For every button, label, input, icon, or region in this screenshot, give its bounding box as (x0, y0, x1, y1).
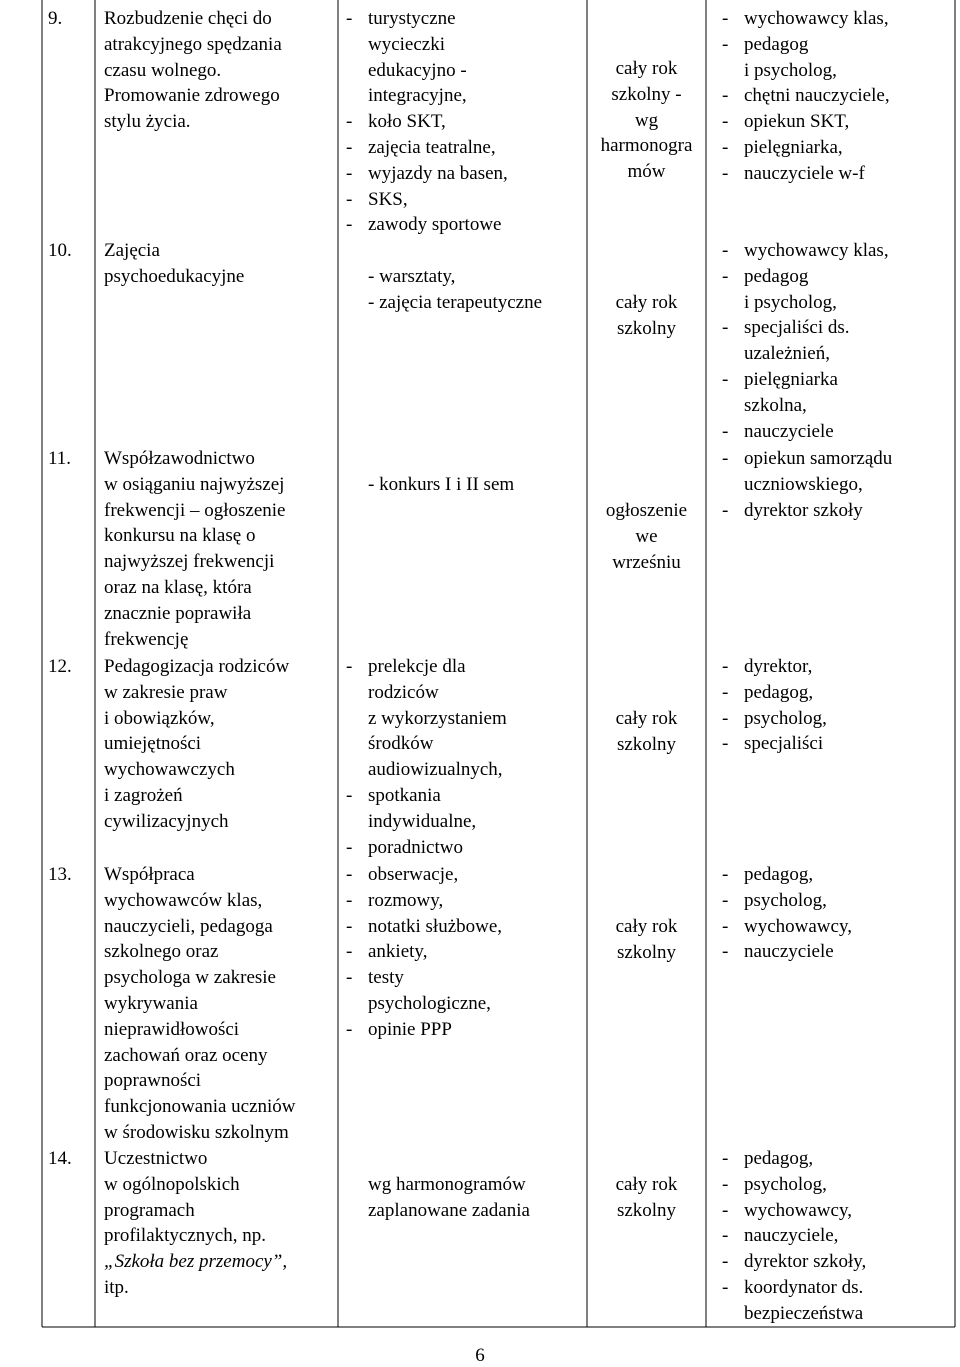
item-text: opiekun SKT, (744, 111, 850, 133)
task-line: cywilizacyjnych (104, 810, 229, 832)
responsible-item (722, 135, 955, 161)
method-item (346, 472, 584, 498)
task-cell (104, 238, 336, 290)
term-cell (588, 290, 705, 342)
method-item (346, 965, 584, 991)
task-line: Współpraca (104, 864, 195, 885)
bullet-dash: - (722, 162, 729, 184)
bullet-dash: - (722, 1173, 729, 1195)
method-item (346, 32, 584, 58)
item-text: specjaliści ds. (744, 317, 850, 339)
item-text: i psycholog, (744, 291, 837, 313)
bullet-dash: - (722, 136, 729, 158)
responsible-item (722, 939, 955, 965)
responsible-item (722, 6, 955, 32)
responsible-item (722, 290, 955, 316)
item-text: rodziców (368, 681, 439, 703)
task-line: nieprawidłowości (104, 1018, 240, 1040)
method-item (346, 680, 584, 706)
method-item (346, 1017, 584, 1043)
task-line: czasu wolnego. (104, 59, 222, 81)
method-item (346, 888, 584, 914)
item-text: prelekcje dla (368, 656, 466, 677)
responsible-item (722, 58, 955, 84)
item-text: koordynator ds. (744, 1276, 864, 1298)
method-item (346, 1172, 584, 1198)
task-line: zachowań oraz oceny (104, 1044, 268, 1066)
item-text: i psycholog, (744, 59, 837, 81)
item-text: edukacyjno - (368, 59, 467, 81)
task-line: poprawności (104, 1070, 202, 1092)
item-text: opiekun samorządu (744, 448, 893, 469)
methods-cell (346, 654, 584, 860)
bullet-dash: - (722, 1199, 729, 1221)
term-line: szkolny (616, 1199, 677, 1221)
bullet-dash: - (346, 836, 353, 858)
responsible-item (722, 367, 955, 393)
method-item (346, 862, 584, 888)
item-text: turystyczne (368, 8, 456, 29)
item-text: pedagog (744, 33, 809, 55)
bullet-dash: - (346, 214, 353, 236)
method-item (346, 835, 584, 861)
item-text: pedagog, (744, 681, 814, 703)
responsible-item (722, 446, 955, 472)
term-line: cały rok (615, 292, 678, 313)
term-line: ogłoszenie (605, 500, 688, 521)
item-text: wycieczki (368, 33, 446, 55)
bullet-dash: - (722, 681, 729, 703)
row-number: 12. (48, 656, 72, 677)
term-line: cały rok (615, 58, 678, 79)
item-text: wychowawcy, (744, 915, 852, 937)
bullet-dash: - (346, 889, 353, 911)
bullet-dash: - (722, 317, 729, 339)
bullet-dash: - (722, 448, 729, 469)
item-text: dyrektor szkoły, (744, 1251, 867, 1273)
responsible-cell (722, 654, 955, 757)
term-line: cały rok (615, 1174, 678, 1195)
item-text: pielęgniarka (744, 368, 838, 390)
methods-cell (346, 472, 584, 498)
term-line: szkolny (616, 317, 677, 339)
item-text: pedagog (744, 265, 809, 287)
responsible-item (722, 1198, 955, 1224)
task-line: itp. (104, 1276, 129, 1298)
bullet-dash: - (722, 1148, 729, 1169)
task-line: w zakresie praw (104, 681, 228, 703)
term-line: harmonogra (600, 135, 693, 157)
item-text: nauczyciele (744, 941, 834, 963)
term-cell (588, 498, 705, 575)
method-item (346, 991, 584, 1017)
task-cell (104, 6, 336, 135)
term-cell (588, 56, 705, 185)
item-text: szkolna, (744, 394, 807, 416)
methods-cell (346, 1172, 584, 1224)
method-item (346, 914, 584, 940)
term-cell (588, 914, 705, 966)
item-text: dyrektor szkoły (744, 499, 863, 521)
item-text: zawody sportowe (368, 214, 502, 236)
method-item (346, 6, 584, 32)
task-line: psychologa w zakresie (104, 967, 276, 989)
term-line: we (635, 525, 658, 547)
task-line: Współzawodnictwo (104, 448, 255, 469)
item-text: pielęgniarka, (744, 136, 843, 158)
responsible-item (722, 706, 955, 732)
item-text: środków (368, 733, 434, 755)
term-line: szkolny (616, 733, 677, 755)
bullet-dash: - (346, 915, 353, 937)
task-line: frekwencji – ogłoszenie (104, 499, 286, 521)
bullet-dash: - (722, 941, 729, 963)
responsible-item (722, 1301, 955, 1327)
term-cell (588, 706, 705, 758)
bullet-dash: - (722, 420, 729, 442)
bullet-dash: - (346, 864, 353, 885)
bullet-dash: - (722, 33, 729, 55)
task-line: psychoedukacyjne (104, 265, 245, 287)
task-line: w środowisku szkolnym (104, 1121, 289, 1143)
task-line: stylu życia. (104, 111, 191, 133)
responsible-item (722, 498, 955, 524)
item-text: SKS, (368, 188, 408, 210)
page-number: 6 (475, 1345, 485, 1366)
responsible-item (722, 264, 955, 290)
method-item (346, 809, 584, 835)
item-text: psycholog, (744, 707, 827, 729)
bullet-dash: - (722, 915, 729, 937)
bullet-dash: - (346, 111, 353, 133)
item-text: - zajęcia terapeutyczne (368, 291, 543, 313)
task-line: oraz na klasę, która (104, 576, 252, 598)
bullet-dash: - (722, 1225, 729, 1247)
item-text: indywidualne, (368, 810, 477, 832)
responsible-item (722, 161, 955, 187)
task-line: profilaktycznych, np. (104, 1225, 266, 1247)
item-text: uzależnień, (744, 343, 830, 365)
bullet-dash: - (722, 111, 729, 133)
task-line: konkursu na klasę o (104, 525, 256, 547)
method-item (346, 83, 584, 109)
item-text: wyjazdy na basen, (368, 162, 508, 184)
method-item (346, 264, 584, 290)
task-line: wychowawców klas, (104, 889, 263, 911)
task-line: Zajęcia (104, 240, 160, 261)
task-line-italic: „Szkoła bez przemocy”, (104, 1251, 288, 1273)
bullet-dash: - (722, 733, 729, 755)
method-item (346, 290, 584, 316)
bullet-dash: - (722, 889, 729, 911)
task-line: w osiąganiu najwyższej (104, 473, 285, 495)
bullet-dash: - (722, 240, 729, 261)
task-line: znacznie poprawiła (104, 602, 252, 624)
responsible-item (722, 1172, 955, 1198)
item-text: audiowizualnych, (368, 759, 503, 781)
row-number: 9. (48, 8, 63, 29)
task-line: umiejętności (104, 733, 202, 755)
item-text: uczniowskiego, (744, 473, 863, 495)
responsible-item (722, 680, 955, 706)
item-text: notatki służbowe, (368, 915, 503, 937)
item-text: psychologiczne, (368, 992, 491, 1014)
row-number: 11. (48, 448, 72, 469)
task-line: funkcjonowania uczniów (104, 1096, 296, 1118)
task-line: atrakcyjnego spędzania (104, 33, 282, 55)
item-text: bezpieczeństwa (744, 1302, 864, 1324)
bullet-dash: - (722, 707, 729, 729)
item-text: nauczyciele w-f (744, 162, 865, 184)
task-line: i zagrożeń (104, 784, 183, 806)
method-item (346, 161, 584, 187)
responsible-item (722, 472, 955, 498)
bullet-dash: - (722, 85, 729, 107)
method-item (346, 187, 584, 213)
bullet-dash: - (346, 941, 353, 963)
term-line: cały rok (615, 916, 678, 937)
row-number: 13. (48, 864, 72, 885)
responsible-item (722, 341, 955, 367)
bullet-dash: - (722, 265, 729, 287)
term-line: wrześniu (612, 551, 681, 573)
item-text: psycholog, (744, 889, 827, 911)
item-text: spotkania (368, 784, 441, 806)
bullet-dash: - (346, 656, 353, 677)
item-text: psycholog, (744, 1173, 827, 1195)
bullet-dash: - (722, 368, 729, 390)
bullet-dash: - (722, 1251, 729, 1273)
item-text: chętni nauczyciele, (744, 85, 890, 107)
item-text: zaplanowane zadania (368, 1199, 530, 1221)
task-cell (104, 862, 336, 1146)
task-line: w ogólnopolskich (104, 1173, 240, 1195)
item-text: dyrektor, (744, 656, 813, 677)
responsible-cell (722, 862, 955, 965)
task-line: szkolnego oraz (104, 941, 219, 963)
bullet-dash: - (722, 1276, 729, 1298)
method-item (346, 783, 584, 809)
responsible-item (722, 109, 955, 135)
item-text: - konkurs I i II sem (368, 474, 515, 495)
bullet-dash: - (346, 136, 353, 158)
bullet-dash: - (722, 864, 729, 885)
item-text: koło SKT, (368, 111, 446, 133)
methods-cell (346, 6, 584, 238)
responsible-item (722, 862, 955, 888)
method-item (346, 109, 584, 135)
method-item (346, 706, 584, 732)
item-text: obserwacje, (368, 864, 459, 885)
responsible-item (722, 1223, 955, 1249)
task-line: nauczycieli, pedagoga (104, 915, 273, 937)
responsible-cell (722, 238, 955, 444)
bullet-dash: - (346, 967, 353, 989)
bullet-dash: - (346, 188, 353, 210)
item-text: specjaliści (744, 733, 824, 755)
responsible-cell (722, 446, 955, 523)
responsible-item (722, 1275, 955, 1301)
item-text: opinie PPP (368, 1018, 452, 1040)
item-text: wychowawcy klas, (744, 240, 889, 261)
task-line: wykrywania (104, 992, 198, 1014)
bullet-dash: - (346, 162, 353, 184)
responsible-item (722, 315, 955, 341)
responsible-item (722, 731, 955, 757)
task-line: frekwencję (104, 628, 189, 650)
method-item (346, 58, 584, 84)
item-text: testy (368, 967, 404, 989)
method-item (346, 135, 584, 161)
item-text: pedagog, (744, 864, 814, 885)
term-cell (588, 1172, 705, 1224)
item-text: rozmowy, (368, 889, 444, 911)
item-text: nauczyciele, (744, 1225, 839, 1247)
task-line: i obowiązków, (104, 707, 215, 729)
responsible-item (722, 888, 955, 914)
method-item (346, 212, 584, 238)
responsible-item (722, 32, 955, 58)
responsible-item (722, 1146, 955, 1172)
bullet-dash: - (346, 784, 353, 806)
task-line: wychowawczych (104, 759, 235, 781)
item-text: - warsztaty, (368, 266, 456, 287)
row-number: 14. (48, 1148, 72, 1169)
bullet-dash: - (346, 8, 353, 29)
item-text: poradnictwo (368, 836, 463, 858)
item-text: ankiety, (368, 941, 428, 963)
item-text: wg harmonogramów (368, 1174, 526, 1195)
task-line: Pedagogizacja rodziców (104, 656, 290, 677)
method-item (346, 731, 584, 757)
bullet-dash: - (722, 499, 729, 521)
responsible-item (722, 654, 955, 680)
method-item (346, 654, 584, 680)
item-text: zajęcia teatralne, (368, 136, 496, 158)
item-text: z wykorzystaniem (368, 707, 507, 729)
term-line: szkolny - (611, 83, 682, 105)
task-cell (104, 654, 336, 835)
method-item (346, 757, 584, 783)
task-line: Rozbudzenie chęci do (104, 8, 272, 29)
task-line: najwyższej frekwencji (104, 551, 275, 573)
methods-cell (346, 264, 584, 316)
bullet-dash: - (722, 8, 729, 29)
row-number: 10. (48, 240, 72, 261)
item-text: wychowawcy klas, (744, 8, 889, 29)
bullet-dash: - (346, 1018, 353, 1040)
responsible-item (722, 914, 955, 940)
responsible-item (722, 1249, 955, 1275)
responsible-cell (722, 1146, 955, 1327)
item-text: integracyjne, (368, 85, 467, 107)
responsible-item (722, 419, 955, 445)
responsible-item (722, 238, 955, 264)
item-text: nauczyciele (744, 420, 834, 442)
task-line: programach (104, 1199, 195, 1221)
term-line: wg (634, 109, 659, 131)
task-cell (104, 446, 336, 652)
methods-cell (346, 862, 584, 1043)
item-text: pedagog, (744, 1148, 814, 1169)
term-line: cały rok (615, 708, 678, 729)
term-line: mów (627, 161, 666, 183)
method-item (346, 939, 584, 965)
method-item (346, 1198, 584, 1224)
term-line: szkolny (616, 941, 677, 963)
responsible-cell (722, 6, 955, 187)
responsible-item (722, 393, 955, 419)
task-cell (104, 1146, 336, 1301)
task-line: Uczestnictwo (104, 1148, 208, 1169)
task-line: Promowanie zdrowego (104, 85, 280, 107)
item-text: wychowawcy, (744, 1199, 852, 1221)
responsible-item (722, 83, 955, 109)
bullet-dash: - (722, 656, 729, 677)
